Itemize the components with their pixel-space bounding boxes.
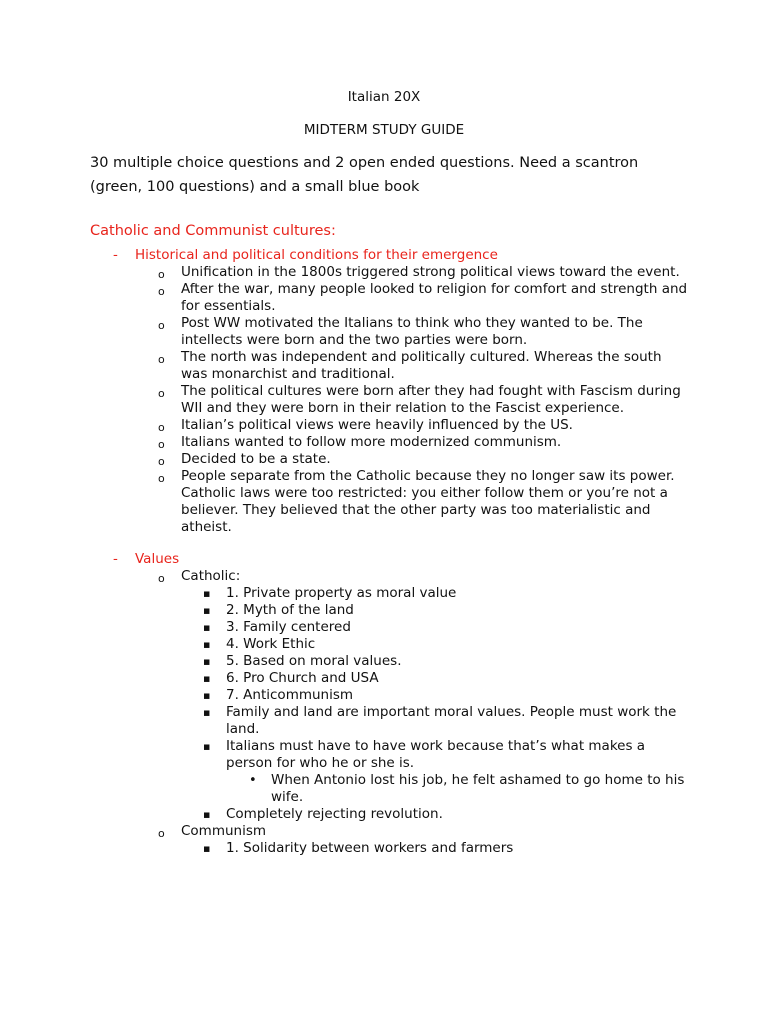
list-item-text: Family and land are important moral values. People must work the land. [226,704,677,737]
list-item-communism [0,823,691,840]
list-item-text: Post WW motivated the Italians to think who they wanted to be. The intellects were born and the two parties were born. [181,315,643,348]
outline [0,247,768,857]
list-item [0,468,691,536]
list-item-text: The north was independent and politically cultured. Whereas the south was monarchist and traditional. [181,349,662,382]
list-item [0,417,691,434]
list-item [0,687,691,704]
list-item-text: 3. Family centered [226,619,351,635]
circle-bullet: o [158,353,165,366]
list-item [0,806,691,823]
list-item-text: 1. Private property as moral value [226,585,457,601]
square-bullet: ▪ [203,621,211,634]
list-item-text: Unification in the 1800s triggered strong political views toward the event. [181,264,680,280]
circle-bullet: o [158,387,165,400]
list-item [0,704,691,738]
square-bullet: ▪ [203,689,211,702]
list-item-text: The political cultures were born after they had fought with Fascism during WII and they were born in their relation to the Fascist experience. [181,383,681,416]
list-item-text: 6. Pro Church and USA [226,670,379,686]
square-bullet: ▪ [203,842,211,855]
course-title: Italian 20X [347,89,421,105]
circle-bullet: o [158,455,165,468]
square-bullet: ▪ [203,740,211,753]
square-bullet: ▪ [203,706,211,719]
square-bullet: ▪ [203,672,211,685]
dot-bullet: • [249,773,257,788]
circle-bullet: o [158,472,165,485]
list-item-catholic [0,568,691,585]
dash-marker: - [113,551,118,567]
list-item-text: Italian’s political views were heavily influenced by the US. [181,417,573,433]
list-item-text: Italians must have to have work because that’s what makes a person for who he or she is. [226,738,646,771]
spacer [0,536,768,551]
list-item-text: After the war, many people looked to religion for comfort and strength and for essentials. [181,281,688,314]
exam-intro: 30 multiple choice questions and 2 open ended questions. Need a scantron (green, 100 questions) and a small blue book [90,155,639,195]
square-bullet: ▪ [203,655,211,668]
list-item [0,653,691,670]
section-heading: Catholic and Communist cultures: [90,223,336,239]
square-bullet: ▪ [203,604,211,617]
circle-bullet: o [158,572,165,585]
list-item [0,281,691,315]
list-item [0,264,691,281]
square-bullet: ▪ [203,587,211,600]
list-item-text: Catholic: [181,568,241,584]
list-item-text: Italians wanted to follow more modernized communism. [181,434,562,450]
square-bullet: ▪ [203,808,211,821]
list-item [0,383,691,417]
circle-bullet: o [158,285,165,298]
list-item-text: 4. Work Ethic [226,636,316,652]
list-item [0,434,691,451]
list-item-text: 2. Myth of the land [226,602,354,618]
list-item-text: People separate from the Catholic because they no longer saw its power. Catholic laws were too restricted: you either follow them or you’re not a believer. They believed that the other party was too materialistic and atheist. [181,468,675,535]
outline-heading-text: Historical and political conditions for their emergence [135,247,498,263]
list-item [0,738,691,772]
outline-heading-historical [0,247,768,264]
list-item [0,670,691,687]
list-item [0,585,691,602]
list-item-text: 5. Based on moral values. [226,653,402,669]
list-item [0,349,691,383]
list-item-text: When Antonio lost his job, he felt ashamed to go home to his wife. [271,772,685,805]
circle-bullet: o [158,319,165,332]
outline-heading-values [0,551,768,568]
list-item [0,451,691,468]
list-item [0,840,691,857]
list-item [0,636,691,653]
dash-marker: - [113,247,118,263]
square-bullet: ▪ [203,638,211,651]
list-item-text: 1. Solidarity between workers and farmers [226,840,514,856]
list-item [0,772,691,806]
list-item-text: Completely rejecting revolution. [226,806,443,822]
list-item [0,619,691,636]
list-item-text: Communism [181,823,267,839]
circle-bullet: o [158,827,165,840]
circle-bullet: o [158,421,165,434]
outline-heading-text: Values [135,551,180,567]
circle-bullet: o [158,438,165,451]
circle-bullet: o [158,268,165,281]
list-item-text: Decided to be a state. [181,451,331,467]
list-item [0,602,691,619]
list-item-text: 7. Anticommunism [226,687,354,703]
list-item [0,315,691,349]
guide-title: MIDTERM STUDY GUIDE [303,122,465,138]
